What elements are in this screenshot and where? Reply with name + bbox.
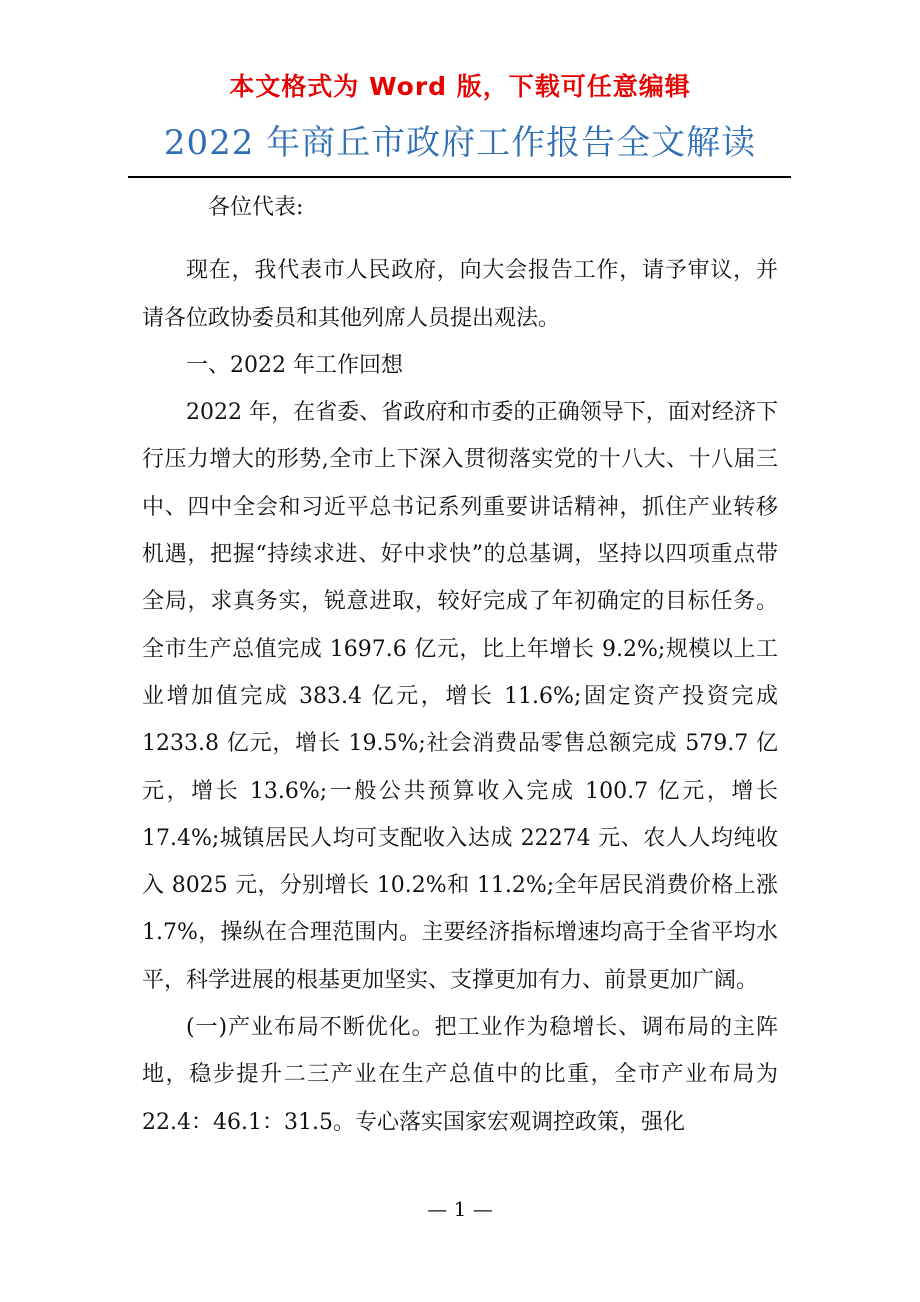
paragraph-intro: 现在，我代表市人民政府，向大会报告工作，请予审议，并请各位政协委员和其他列席人员提出观法。: [142, 258, 778, 331]
paragraph-industry: (一)产业布局不断优化。把工业作为稳增长、调布局的主阵地，稳步提升二三产业在生产总值中的比重，全市产业布局为 22.4：46.1：31.5。专心落实国家宏观调控政策，强化: [142, 1015, 778, 1135]
title-divider: [128, 176, 791, 178]
page-number: — 1 —: [427, 1197, 493, 1221]
format-notice-banner: 本文格式为 Word 版，下载可任意编辑: [229, 72, 691, 101]
document-title: 2022 年商丘市政府工作报告全文解读: [163, 123, 757, 163]
salutation: 各位代表:: [208, 195, 304, 220]
document-body: [142, 184, 778, 1146]
paragraph-review: 2022 年，在省委、省政府和市委的正确领导下，面对经济下行压力增大的形势,全市上下深入贯彻落实党的十八大、十八届三中、四中全会和习近平总书记系列重要讲话精神，抓住产业转移机遇，把握“持续求进、好中求快”的总基调，坚持以四项重点带全局，求真务实，锐意进取，较好完成了年初确定的目标任务。全市生产总值完成 1697.6 亿元，比上年增长 9.2%;规模以上工业增加值完成 383.4 亿元，增长 11.6%;固定资产投资完成 1233.8 亿元，增长 19.5%;社会消费品零售总额完成 579.7 亿元，增长 13.6%;一般公共预算收入完成 100.7 亿元，增长 17.4%;城镇居民人均可支配收入达成 22274 元、农人人均纯收入 8025 元，分别增长 10.2%和 11.2%;全年居民消费价格上涨 1.7%，操纵在合理范围内。主要经济指标增速均高于全省平均水平，科学进展的根基更加坚实、支撑更加有力、前景更加广阔。: [142, 400, 778, 993]
section-heading: 一、2022 年工作回想: [186, 352, 403, 378]
